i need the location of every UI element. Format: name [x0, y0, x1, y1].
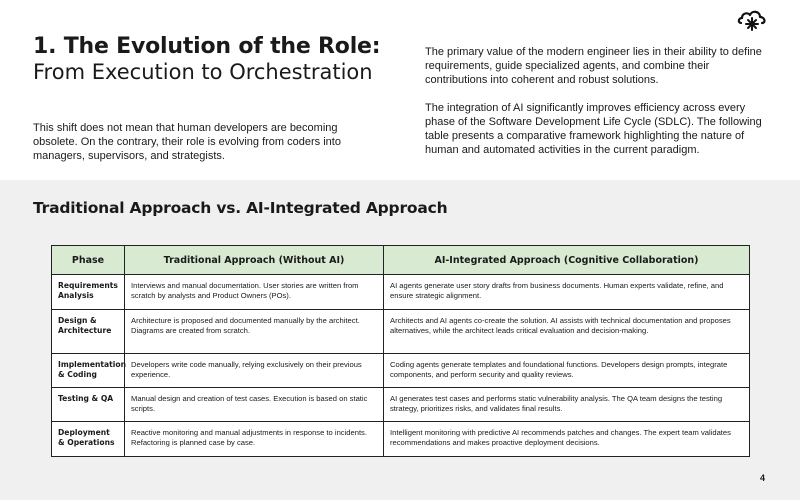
traditional-cell: Interviews and manual documentation. User stories are written from scratch by analysts and Product Owners (POs).: [125, 275, 384, 310]
page-number: 4: [760, 473, 766, 483]
traditional-cell: Manual design and creation of test cases. Execution is based on static scripts.: [125, 388, 384, 422]
header-traditional: Traditional Approach (Without AI): [125, 246, 384, 275]
ai-cell: Architects and AI agents co-create the solution. AI assists with technical documentation and proposes alternatives, while the architect leads critical evaluation and decision-making.: [384, 310, 750, 354]
traditional-cell: Architecture is proposed and documented manually by the architect. Diagrams are created from scratch.: [125, 310, 384, 354]
ai-cell: Coding agents generate templates and foundational functions. Developers design prompts, integrate components, and perform security and quality reviews.: [384, 354, 750, 388]
phase-cell: Design & Architecture: [52, 310, 125, 354]
ai-cell: Intelligent monitoring with predictive AI recommends patches and changes. The expert team validates recommendations and makes proactive deployment decisions.: [384, 422, 750, 457]
table-row: [52, 388, 750, 422]
table-row: [52, 275, 750, 310]
intro-paragraph: This shift does not mean that human developers are becoming obsolete. On the contrary, their role is evolving from coders into managers, supervisors, and strategists.: [33, 122, 341, 162]
table-row: [52, 422, 750, 457]
table-row: [52, 354, 750, 388]
page-title: [33, 34, 393, 84]
right-column: [425, 45, 770, 171]
table-header-row: [52, 246, 750, 275]
phase-cell: Implementation & Coding: [52, 354, 125, 388]
phase-cell: Testing & QA: [52, 388, 125, 422]
cloud-sparkle-logo-icon: [736, 8, 768, 32]
comparison-table: [51, 245, 750, 457]
phase-cell: Requirements Analysis: [52, 275, 125, 310]
page-title-rest: From Execution to Orchestration: [33, 60, 373, 84]
header-phase: Phase: [52, 246, 125, 275]
page-title-bold: 1. The Evolution of the Role:: [33, 34, 381, 59]
table-row: [52, 310, 750, 354]
section-title: Traditional Approach vs. AI-Integrated Approach: [33, 199, 448, 217]
ai-cell: AI generates test cases and performs static vulnerability analysis. The QA team designs the testing strategy, prioritizes risks, and validates final results.: [384, 388, 750, 422]
traditional-cell: Developers write code manually, relying exclusively on their previous experience.: [125, 354, 384, 388]
traditional-cell: Reactive monitoring and manual adjustments in response to incidents. Refactoring is planned case by case.: [125, 422, 384, 457]
ai-cell: AI agents generate user story drafts from business documents. Human experts validate, refine, and ensure strategic alignment.: [384, 275, 750, 310]
right-paragraph-2: The integration of AI significantly improves efficiency across every phase of the Software Development Life Cycle (SDLC). The following table presents a comparative framework highlighting the nature of human and automated activities in the current paradigm.: [425, 102, 762, 156]
phase-cell: Deployment & Operations: [52, 422, 125, 457]
header-ai: AI-Integrated Approach (Cognitive Collaboration): [384, 246, 750, 275]
right-paragraph-1: The primary value of the modern engineer lies in their ability to define requirements, guide specialized agents, and combine their contributions into coherent and robust solutions.: [425, 46, 762, 86]
